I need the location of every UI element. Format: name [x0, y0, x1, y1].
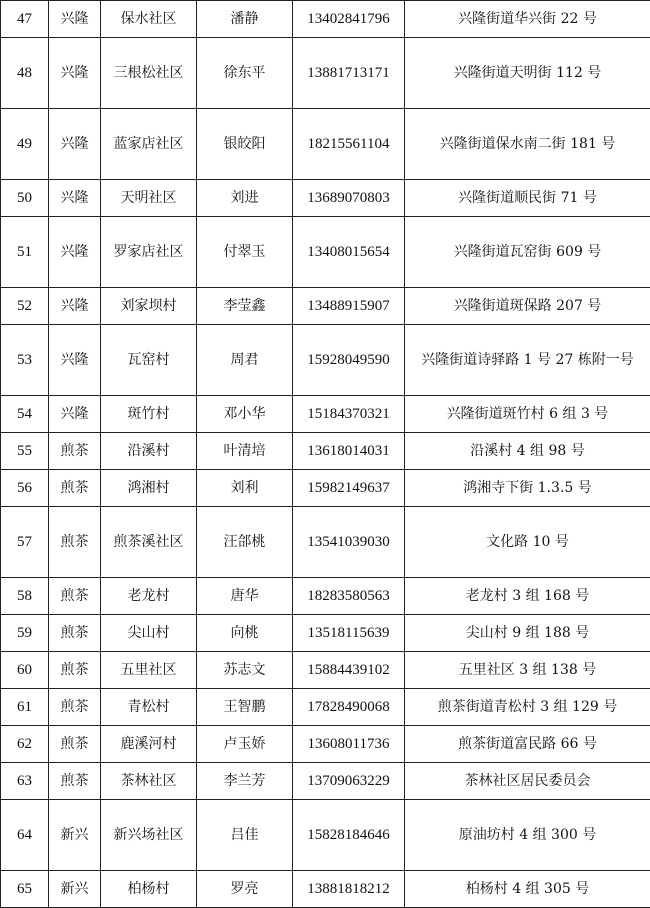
row-number: 50	[1, 180, 49, 217]
row-number: 49	[1, 109, 49, 180]
town-cell: 兴隆	[49, 109, 101, 180]
phone-cell: 13881713171	[293, 38, 405, 109]
table-row	[1, 689, 650, 726]
address-cell: 尖山村 9 组 188 号	[405, 615, 650, 652]
contact-name-cell: 罗亮	[197, 871, 293, 908]
row-number: 58	[1, 578, 49, 615]
row-number: 64	[1, 800, 49, 871]
community-cell: 蓝家店社区	[101, 109, 197, 180]
community-cell: 茶林社区	[101, 763, 197, 800]
town-cell: 新兴	[49, 871, 101, 908]
address-cell: 老龙村 3 组 168 号	[405, 578, 650, 615]
contact-name-cell: 王智鹏	[197, 689, 293, 726]
town-cell: 煎茶	[49, 615, 101, 652]
address-cell: 兴隆街道华兴街 22 号	[405, 1, 650, 38]
phone-cell: 15828184646	[293, 800, 405, 871]
table-body	[1, 1, 650, 908]
phone-cell: 13402841796	[293, 1, 405, 38]
community-cell: 新兴场社区	[101, 800, 197, 871]
address-cell: 兴隆街道斑保路 207 号	[405, 288, 650, 325]
community-cell: 青松村	[101, 689, 197, 726]
address-cell: 兴隆街道天明街 112 号	[405, 38, 650, 109]
town-cell: 兴隆	[49, 396, 101, 433]
contact-name-cell: 唐华	[197, 578, 293, 615]
phone-cell: 13541039030	[293, 507, 405, 578]
table-row	[1, 217, 650, 288]
contact-name-cell: 付翠玉	[197, 217, 293, 288]
table-row	[1, 507, 650, 578]
address-cell: 兴隆街道斑竹村 6 组 3 号	[405, 396, 650, 433]
contact-name-cell: 向桃	[197, 615, 293, 652]
table-row	[1, 396, 650, 433]
town-cell: 煎茶	[49, 578, 101, 615]
row-number: 57	[1, 507, 49, 578]
contact-name-cell: 李兰芳	[197, 763, 293, 800]
row-number: 51	[1, 217, 49, 288]
row-number: 59	[1, 615, 49, 652]
phone-cell: 13408015654	[293, 217, 405, 288]
table-row	[1, 578, 650, 615]
row-number: 62	[1, 726, 49, 763]
town-cell: 煎茶	[49, 689, 101, 726]
table-row	[1, 109, 650, 180]
phone-cell: 13608011736	[293, 726, 405, 763]
town-cell: 兴隆	[49, 1, 101, 38]
town-cell: 兴隆	[49, 38, 101, 109]
contact-name-cell: 刘进	[197, 180, 293, 217]
phone-cell: 13709063229	[293, 763, 405, 800]
community-cell: 沿溪村	[101, 433, 197, 470]
phone-cell: 15884439102	[293, 652, 405, 689]
phone-cell: 15982149637	[293, 470, 405, 507]
row-number: 52	[1, 288, 49, 325]
row-number: 48	[1, 38, 49, 109]
contact-name-cell: 周君	[197, 325, 293, 396]
contact-name-cell: 邓小华	[197, 396, 293, 433]
row-number: 60	[1, 652, 49, 689]
address-cell: 兴隆街道顺民街 71 号	[405, 180, 650, 217]
address-cell: 煎茶街道富民路 66 号	[405, 726, 650, 763]
address-cell: 煎茶街道青松村 3 组 129 号	[405, 689, 650, 726]
town-cell: 兴隆	[49, 217, 101, 288]
town-cell: 兴隆	[49, 288, 101, 325]
town-cell: 兴隆	[49, 180, 101, 217]
town-cell: 煎茶	[49, 726, 101, 763]
contact-name-cell: 卢玉娇	[197, 726, 293, 763]
phone-cell: 17828490068	[293, 689, 405, 726]
phone-cell: 13518115639	[293, 615, 405, 652]
address-cell: 柏杨村 4 组 305 号	[405, 871, 650, 908]
table-row	[1, 1, 650, 38]
address-cell: 兴隆街道保水南二街 181 号	[405, 109, 650, 180]
community-cell: 老龙村	[101, 578, 197, 615]
row-number: 56	[1, 470, 49, 507]
town-cell: 煎茶	[49, 470, 101, 507]
community-cell: 煎茶溪社区	[101, 507, 197, 578]
contact-name-cell: 潘静	[197, 1, 293, 38]
community-cell: 尖山村	[101, 615, 197, 652]
contact-name-cell: 刘利	[197, 470, 293, 507]
table-row	[1, 288, 650, 325]
table-row	[1, 325, 650, 396]
row-number: 61	[1, 689, 49, 726]
phone-cell: 13881818212	[293, 871, 405, 908]
contact-name-cell: 银皎阳	[197, 109, 293, 180]
table-row	[1, 871, 650, 908]
row-number: 55	[1, 433, 49, 470]
address-cell: 兴隆街道诗驿路 1 号 27 栋附一号	[405, 325, 650, 396]
community-cell: 鹿溪河村	[101, 726, 197, 763]
town-cell: 煎茶	[49, 652, 101, 689]
row-number: 47	[1, 1, 49, 38]
contact-name-cell: 汪郃桃	[197, 507, 293, 578]
table-row	[1, 726, 650, 763]
community-cell: 三根松社区	[101, 38, 197, 109]
address-cell: 兴隆街道瓦窑街 609 号	[405, 217, 650, 288]
phone-cell: 13618014031	[293, 433, 405, 470]
community-cell: 瓦窑村	[101, 325, 197, 396]
table-row	[1, 652, 650, 689]
address-cell: 沿溪村 4 组 98 号	[405, 433, 650, 470]
row-number: 53	[1, 325, 49, 396]
contact-name-cell: 徐东平	[197, 38, 293, 109]
contact-name-cell: 叶清培	[197, 433, 293, 470]
phone-cell: 13689070803	[293, 180, 405, 217]
community-cell: 鸿湘村	[101, 470, 197, 507]
address-cell: 文化路 10 号	[405, 507, 650, 578]
community-cell: 五里社区	[101, 652, 197, 689]
phone-cell: 18215561104	[293, 109, 405, 180]
community-cell: 斑竹村	[101, 396, 197, 433]
community-cell: 天明社区	[101, 180, 197, 217]
row-number: 63	[1, 763, 49, 800]
community-cell: 保水社区	[101, 1, 197, 38]
table-row	[1, 180, 650, 217]
community-cell: 刘家坝村	[101, 288, 197, 325]
table-row	[1, 38, 650, 109]
contact-name-cell: 苏志文	[197, 652, 293, 689]
phone-cell: 18283580563	[293, 578, 405, 615]
town-cell: 煎茶	[49, 763, 101, 800]
table-row	[1, 470, 650, 507]
table-row	[1, 763, 650, 800]
table-row	[1, 433, 650, 470]
phone-cell: 15928049590	[293, 325, 405, 396]
phone-cell: 13488915907	[293, 288, 405, 325]
town-cell: 新兴	[49, 800, 101, 871]
address-cell: 鸿湘寺下街 1.3.5 号	[405, 470, 650, 507]
address-cell: 五里社区 3 组 138 号	[405, 652, 650, 689]
community-cell: 罗家店社区	[101, 217, 197, 288]
town-cell: 煎茶	[49, 507, 101, 578]
row-number: 65	[1, 871, 49, 908]
table-row	[1, 615, 650, 652]
town-cell: 兴隆	[49, 325, 101, 396]
contact-name-cell: 吕佳	[197, 800, 293, 871]
table-row	[1, 800, 650, 871]
phone-cell: 15184370321	[293, 396, 405, 433]
address-cell: 原油坊村 4 组 300 号	[405, 800, 650, 871]
row-number: 54	[1, 396, 49, 433]
town-cell: 煎茶	[49, 433, 101, 470]
contact-name-cell: 李莹鑫	[197, 288, 293, 325]
community-cell: 柏杨村	[101, 871, 197, 908]
address-cell: 茶林社区居民委员会	[405, 763, 650, 800]
